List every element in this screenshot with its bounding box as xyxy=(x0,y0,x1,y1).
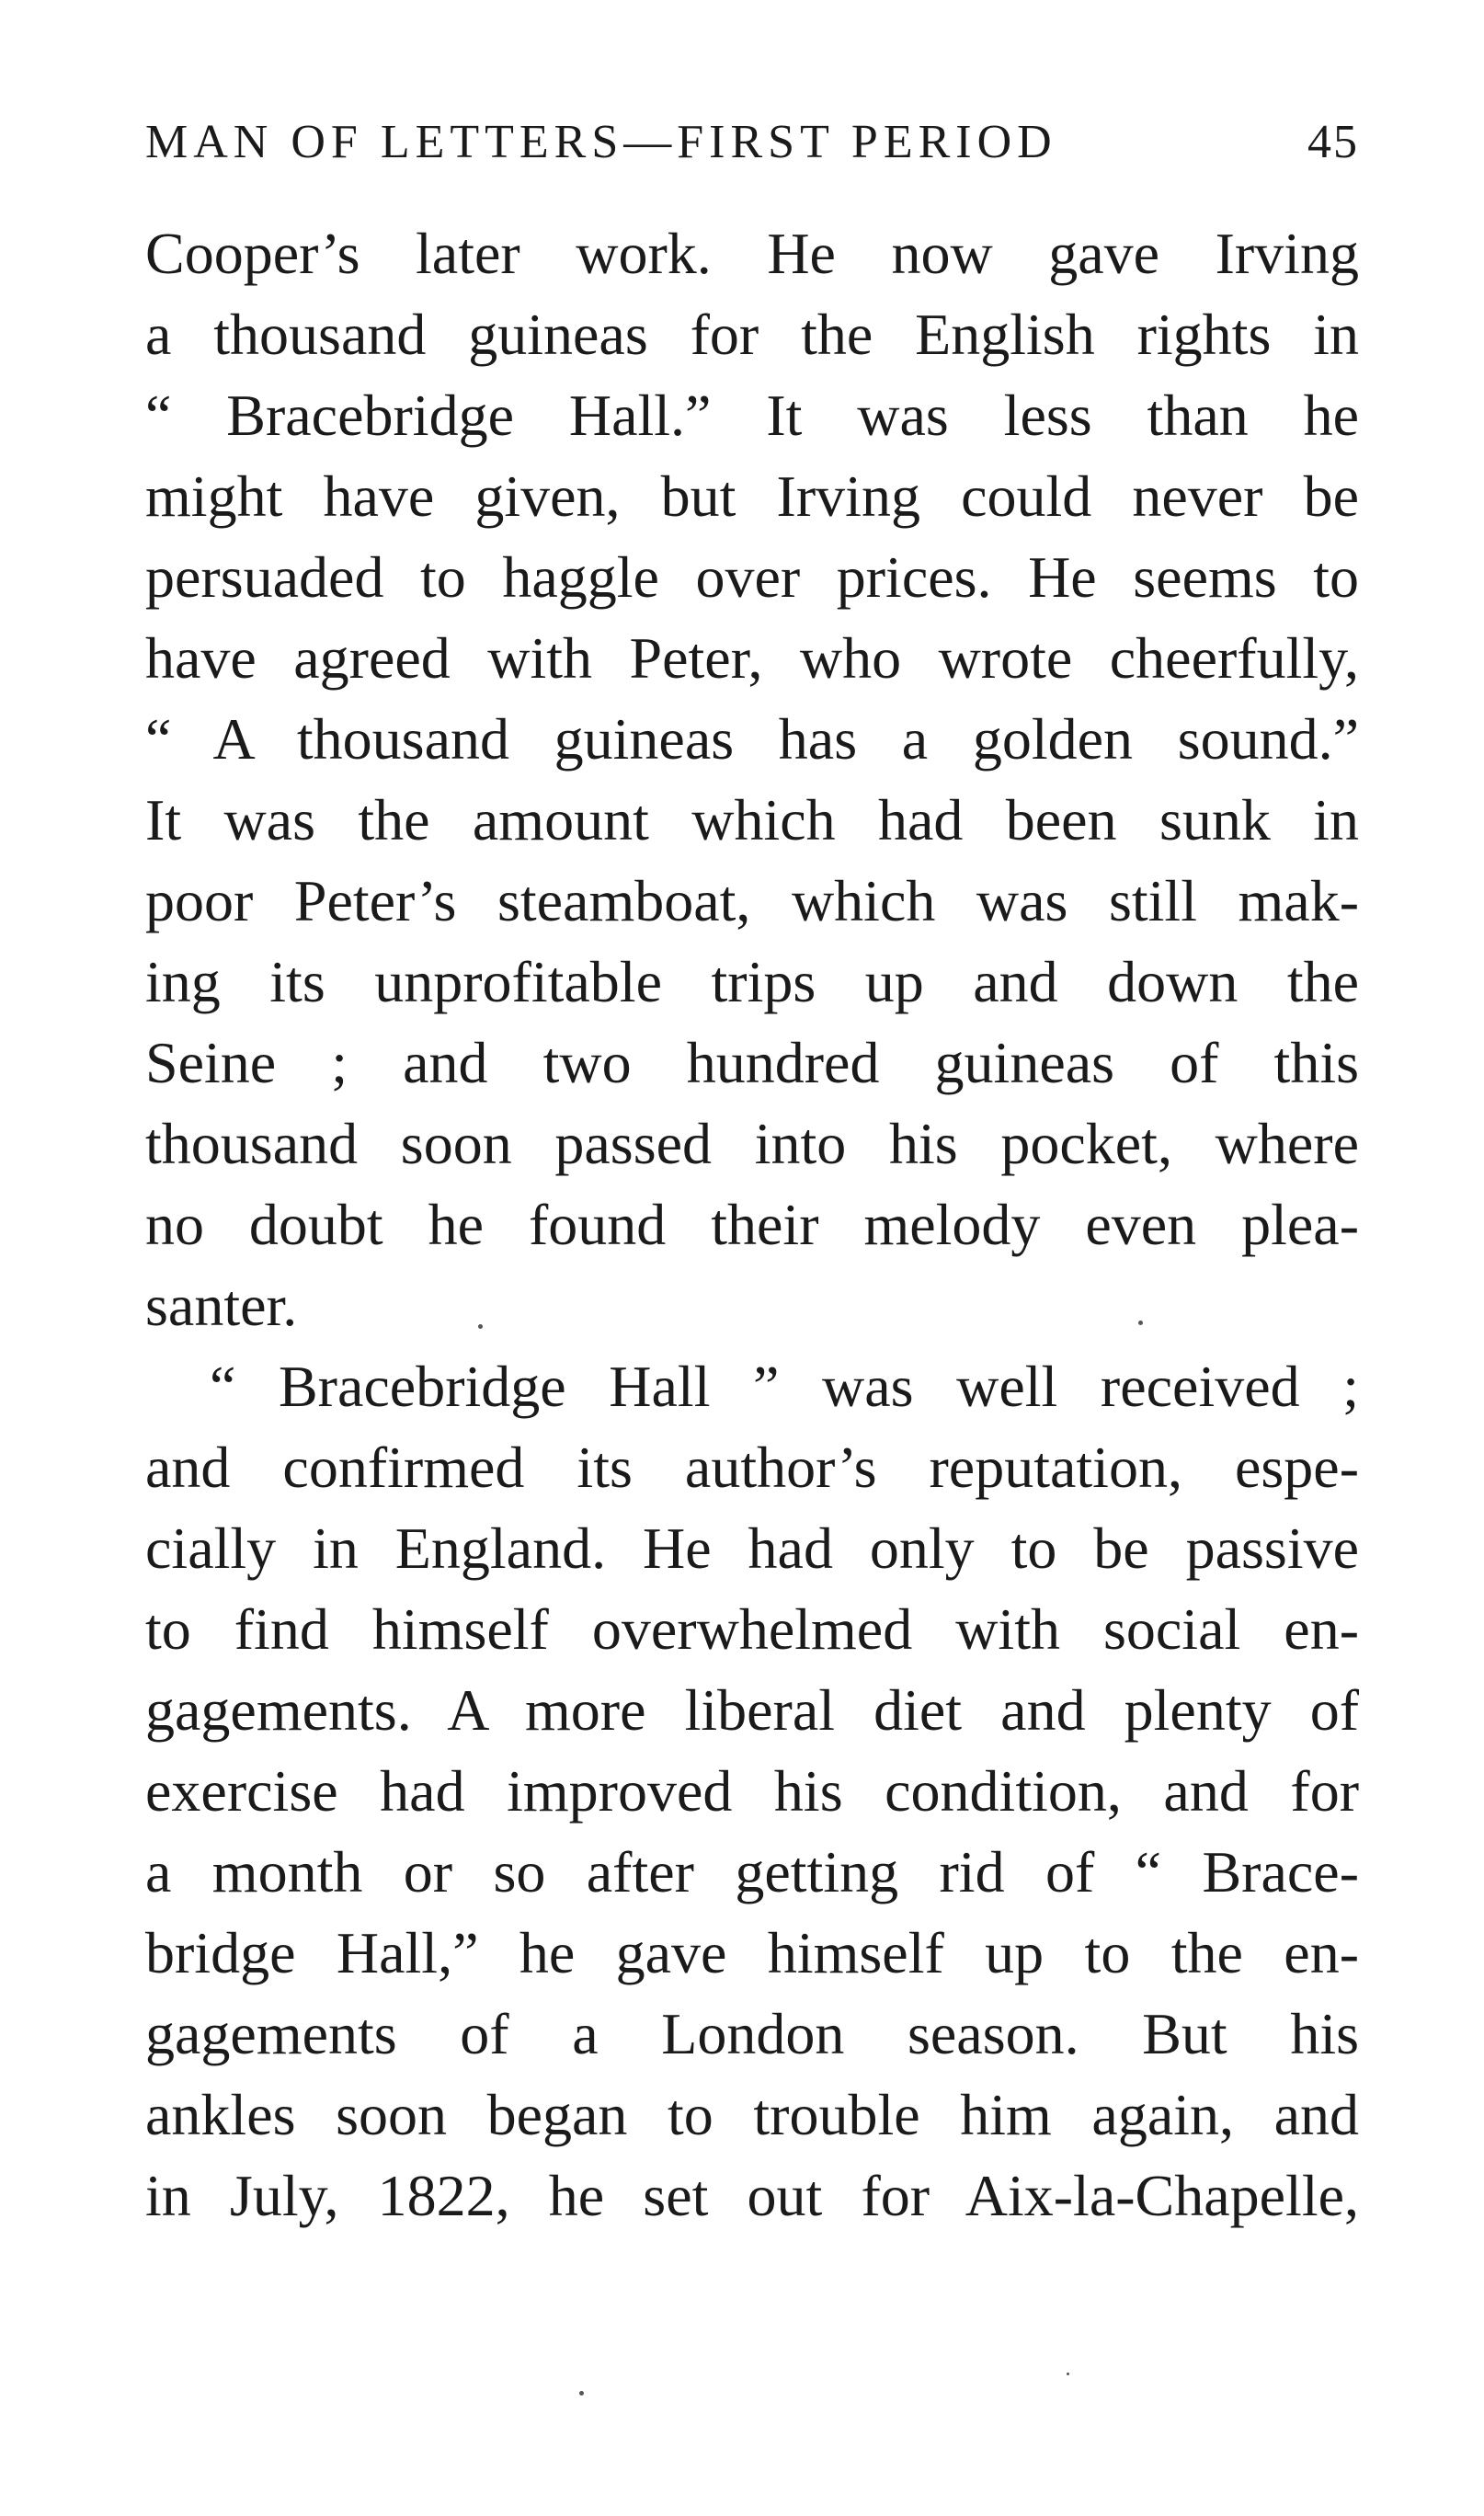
text-line: santer. xyxy=(145,1273,298,1338)
text-line: gagements of a London season. But his xyxy=(145,2001,1359,2066)
print-speck xyxy=(579,2391,584,2396)
page-number: 45 xyxy=(1307,116,1359,168)
text-line: to find himself overwhelmed with social en- xyxy=(145,1596,1359,1662)
text-line: poor Peter’s steamboat, which was still mak- xyxy=(145,868,1359,933)
text-line: no doubt he found their melody even plea- xyxy=(145,1192,1359,1257)
text-line: have agreed with Peter, who wrote cheerfully, xyxy=(145,625,1359,691)
running-head-title: MAN OF LETTERS—FIRST PERIOD xyxy=(145,116,1057,168)
text-line: Cooper’s later work. He now gave Irving xyxy=(145,221,1359,286)
text-line: and confirmed its author’s reputation, espe- xyxy=(145,1435,1359,1500)
print-speck xyxy=(1067,2373,1069,2375)
text-line: might have given, but Irving could never be xyxy=(145,463,1359,529)
text-line: ankles soon began to trouble him again, and xyxy=(145,2082,1359,2147)
running-head xyxy=(145,110,1359,175)
text-line: a month or so after getting rid of “ Brace- xyxy=(145,1839,1359,1904)
text-line: exercise had improved his condition, and for xyxy=(145,1758,1359,1824)
print-speck xyxy=(1138,1321,1143,1325)
paragraph-1 xyxy=(145,213,1359,1346)
text-line: ing its unprofitable trips up and down the xyxy=(145,949,1359,1014)
text-line: in July, 1822, he set out for Aix-la-Chapelle, xyxy=(145,2163,1359,2228)
text-line: gagements. A more liberal diet and plenty of xyxy=(145,1677,1359,1743)
print-speck xyxy=(478,1324,483,1329)
text-line: “ A thousand guineas has a golden sound.” xyxy=(145,706,1359,772)
text-line: It was the amount which had been sunk in xyxy=(145,787,1359,852)
body-text xyxy=(145,213,1359,2236)
text-line: cially in England. He had only to be passive xyxy=(145,1515,1359,1581)
text-line: “ Bracebridge Hall.” It was less than he xyxy=(145,383,1359,448)
paragraph-2 xyxy=(145,1346,1359,2236)
text-line: Seine ; and two hundred guineas of this xyxy=(145,1030,1359,1095)
text-line: thousand soon passed into his pocket, where xyxy=(145,1111,1359,1176)
text-line: a thousand guineas for the English rights in xyxy=(145,302,1359,367)
text-line: bridge Hall,” he gave himself up to the en- xyxy=(145,1920,1359,1985)
text-line: “ Bracebridge Hall ” was well received ; xyxy=(210,1354,1359,1419)
text-line: persuaded to haggle over prices. He seems to xyxy=(145,544,1359,610)
